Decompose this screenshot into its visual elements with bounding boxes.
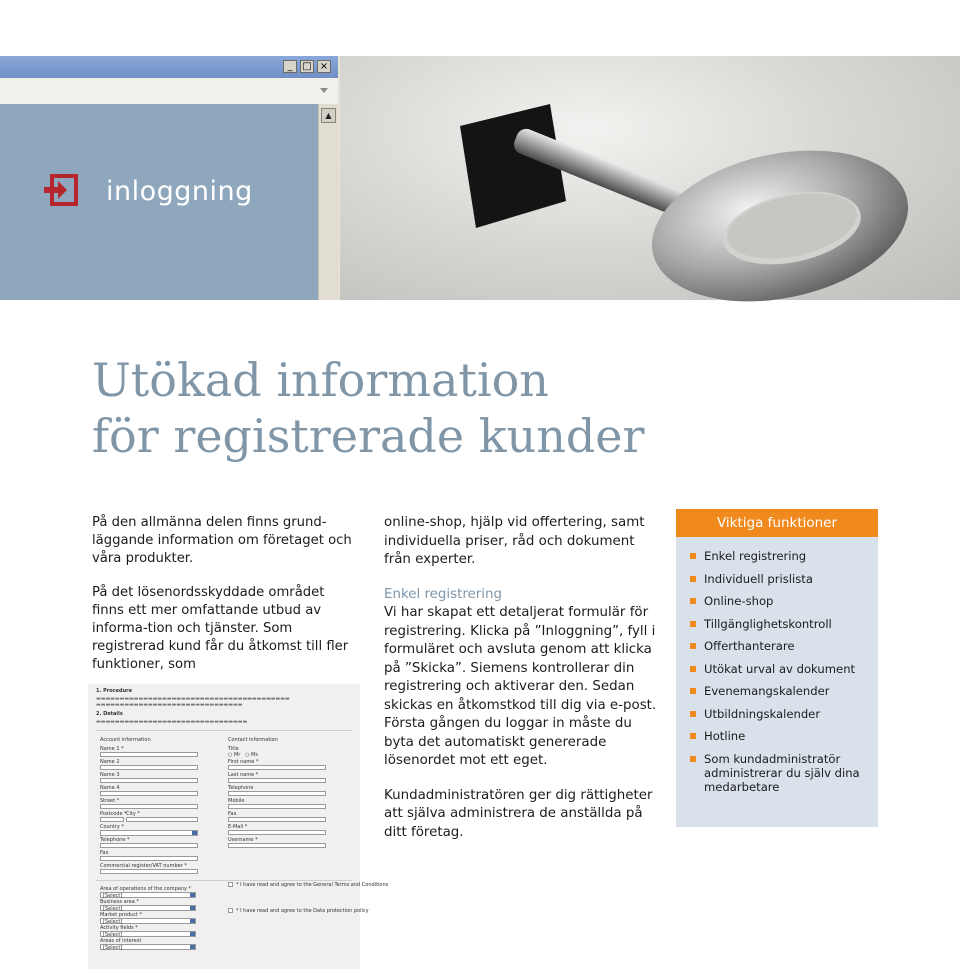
form-label: Telephone — [228, 785, 254, 791]
square-bullet-icon — [690, 688, 696, 694]
form-input[interactable] — [228, 791, 326, 796]
form-select[interactable] — [100, 830, 198, 836]
list-item: Utbildningskalender — [690, 707, 878, 721]
text-column-2 — [384, 514, 664, 858]
form-label: Name 3 — [100, 772, 120, 778]
square-bullet-icon — [690, 711, 696, 717]
paragraph: På det lösenordsskyddade området finns ett mer omfattande utbud av informa-tion och tjänster. Som registrerad kund får du åtkomst till fler funktioner, som — [92, 585, 349, 672]
minimize-button[interactable]: _ — [283, 60, 297, 73]
form-label: Commercial register/VAT number * — [100, 863, 187, 869]
square-bullet-icon — [690, 733, 696, 739]
list-item: Tillgänglighetskontroll — [690, 617, 878, 631]
form-input[interactable] — [228, 830, 326, 835]
chevron-down-icon[interactable] — [320, 88, 328, 94]
form-input[interactable] — [100, 843, 198, 848]
form-label: Fax — [228, 811, 237, 817]
form-input[interactable] — [100, 804, 198, 809]
form-label: E-Mail * — [228, 824, 248, 830]
form-label: Activity fields * — [100, 925, 138, 931]
form-label: Fax — [100, 850, 109, 856]
scroll-up-arrow-icon[interactable]: ▲ — [321, 108, 336, 123]
square-bullet-icon — [690, 598, 696, 604]
form-input[interactable] — [228, 765, 326, 770]
list-item: Offerthanterare — [690, 639, 878, 653]
list-item: Enkel registrering — [690, 549, 878, 563]
checkbox-label: * I have read and agree to the General Terms and Conditions — [236, 882, 389, 888]
headline-line-1: Utökad information — [92, 353, 549, 407]
form-label: Username * — [228, 837, 258, 843]
form-input[interactable] — [100, 856, 198, 861]
list-item: Utökat urval av dokument — [690, 662, 878, 676]
form-label: Business area * — [100, 899, 139, 905]
window-toolbar — [0, 78, 338, 105]
square-bullet-icon — [690, 553, 696, 559]
form-heading-contact: Contact information — [228, 737, 278, 743]
form-select[interactable]: [Select] — [100, 931, 196, 937]
subheading: Enkel registrering — [384, 586, 502, 602]
form-label: Name 4 — [100, 785, 120, 791]
key-features-box — [676, 509, 878, 827]
login-panel — [0, 104, 318, 300]
registration-form-screenshot — [88, 684, 389, 969]
form-text-placeholder: ▬▬▬▬▬▬▬▬▬▬▬▬▬▬▬▬▬▬▬▬▬▬▬▬▬▬▬▬▬▬▬ — [96, 702, 243, 708]
form-label: Name 2 — [100, 759, 120, 765]
form-input[interactable] — [100, 765, 198, 770]
login-icon — [42, 174, 78, 206]
list-item: Som kundadministratör administrerar du själv dina medarbetare — [690, 752, 878, 794]
privacy-checkbox[interactable] — [228, 908, 233, 913]
top-margin — [0, 0, 960, 56]
maximize-button[interactable]: □ — [300, 60, 314, 73]
form-input[interactable] — [228, 778, 326, 783]
login-title: inloggning — [106, 176, 253, 207]
key-illustration — [340, 56, 960, 300]
form-text-placeholder: ▬▬▬▬▬▬▬▬▬▬▬▬▬▬▬▬▬▬▬▬▬▬▬▬▬▬▬▬▬▬▬▬▬▬▬▬▬▬▬▬▬ — [96, 696, 290, 702]
key-in-lock-photo — [340, 56, 960, 300]
form-select[interactable]: [Select] — [100, 944, 196, 950]
square-bullet-icon — [690, 576, 696, 582]
form-label: Street * — [100, 798, 120, 804]
form-divider — [96, 880, 352, 881]
form-input[interactable] — [228, 817, 326, 822]
paragraph: På den allmänna delen finns grund-läggande information om företaget och våra produkter. — [92, 515, 352, 566]
list-item: Individuell prislista — [690, 572, 878, 586]
form-label: Name 1 * — [100, 746, 124, 752]
form-label: Country * — [100, 824, 124, 830]
form-label: Telephone * — [100, 837, 130, 843]
form-input[interactable] — [100, 752, 198, 757]
list-item: Evenemangskalender — [690, 684, 878, 698]
square-bullet-icon — [690, 643, 696, 649]
form-input[interactable] — [228, 804, 326, 809]
form-heading-account: Account information — [100, 737, 151, 743]
form-label: Areas of interest — [100, 938, 142, 944]
login-window — [0, 56, 340, 300]
close-button[interactable]: × — [317, 60, 331, 73]
form-section-procedure: 1. Procedure — [96, 688, 133, 694]
form-input[interactable] — [126, 817, 198, 822]
terms-checkbox[interactable] — [228, 882, 233, 887]
scrollbar[interactable] — [318, 104, 339, 300]
list-item: Hotline — [690, 729, 878, 743]
form-label: Market product * — [100, 912, 143, 918]
text-column-1 — [92, 514, 360, 690]
window-titlebar — [0, 56, 338, 78]
square-bullet-icon — [690, 666, 696, 672]
form-label: Last name * — [228, 772, 259, 778]
form-input[interactable] — [100, 778, 198, 783]
form-input[interactable] — [100, 791, 198, 796]
square-bullet-icon — [690, 756, 696, 762]
form-select[interactable]: [Select] — [100, 918, 196, 924]
form-select[interactable]: [Select] — [100, 905, 196, 911]
form-select[interactable]: [Select] — [100, 892, 196, 898]
radio-options[interactable]: ○ Mr ○ Ms — [228, 752, 258, 758]
form-label: Mobile — [228, 798, 245, 804]
form-section-details: 2. Details — [96, 711, 123, 717]
square-bullet-icon — [690, 621, 696, 627]
form-label: City * — [126, 811, 140, 817]
key-features-title: Viktiga funktioner — [676, 509, 878, 537]
key-features-list — [676, 537, 878, 794]
form-input[interactable] — [100, 869, 198, 874]
list-item: Online-shop — [690, 594, 878, 608]
paragraph: Kundadministratören ger dig rättigheter att själva administrera de anställda på ditt företag. — [384, 787, 653, 840]
paragraph: Vi har skapat ett detaljerat formulär för registrering. Klicka på ”Inloggning”, fyll i formuläret och avsluta genom att klicka på ”Skicka”. Siemens kontrollerar din registrering och aktiverar den. Sedan skickas en åtkomstkod till dig via e-post. Första gången du loggar in måste du byta det automatiskt genererade lösenordet mot ett eget. — [384, 605, 657, 768]
form-divider — [96, 730, 352, 731]
form-input[interactable] — [100, 817, 124, 822]
headline-line-2: för registrerade kunder — [92, 409, 645, 463]
form-label: Area of operations of the company * — [100, 886, 192, 892]
form-text-placeholder: ▬▬▬▬▬▬▬▬▬▬▬▬▬▬▬▬▬▬▬▬▬▬▬▬▬▬▬▬▬▬▬▬ — [96, 719, 248, 725]
form-label: First name * — [228, 759, 259, 765]
checkbox-label: * I have read and agree to the Data protection policy — [236, 908, 369, 914]
page-headline — [92, 352, 892, 464]
form-label: Title — [228, 746, 239, 752]
form-label: Postcode * — [100, 811, 127, 817]
paragraph: online-shop, hjälp vid offertering, samt individuella priser, råd och dokument från experter. — [384, 515, 645, 567]
form-input[interactable] — [228, 843, 326, 848]
